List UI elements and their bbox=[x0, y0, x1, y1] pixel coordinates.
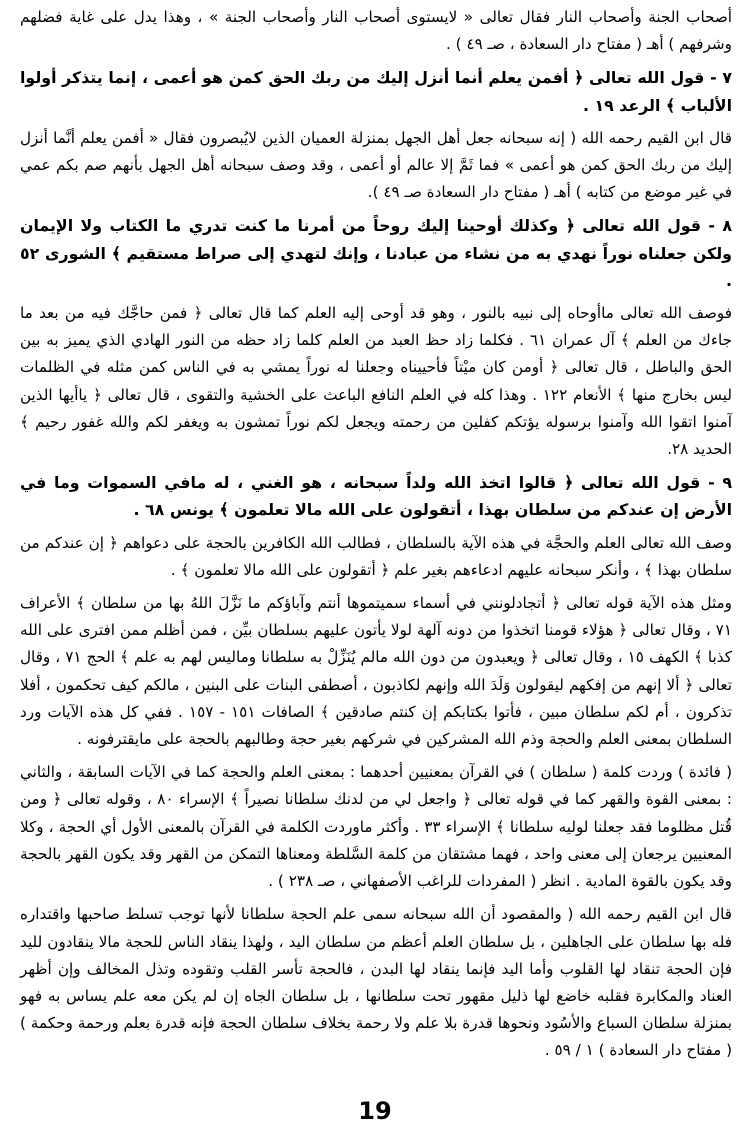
light-of-knowledge-paragraph: فوصف الله تعالى ماأوحاه إلى نبيه بالنور ، وهو قد أوحى إليه العلم كما قال تعالى ﴿ فمن حاجَّك فيه من بعد ما جاءك من العلم ﴾ آل عمران ٦١ . فكلما زاد حظ العبد من العلم كلما زاد حظه من النور الهادي الذي يميز به بين الحق والباطل ، قال تعالى ﴿ أومن كان ميْتاً فأحييناه وجعلنا له نوراً يمشي به في الناس كمن مثله في الظلمات ليس بخارج منها ﴾ الأنعام ١٢٢ . وهذا كله في العلم النافع الباعث على الخشية والتقوى ، قال تعالى ﴿ ياأيها الذين آمنوا اتقوا الله وآمنوا برسوله يؤتكم كفلين من رحمته ويجعل لكم نوراً تمشون به ويغفر لكم والله غفور رحيم ﴾ الحديد ٢٨. bbox=[20, 304, 733, 459]
ibn-qayyim-quote-authority: قال ابن القيم رحمه الله ( والمقصود أن الله سبحانه سمى علم الحجة سلطانا لأنها توجب تسلط صاحبها واقتداره فله بها سلطان على الجاهلين ، بل سلطان العلم أعظم من سلطان اليد ، ولهذا ينقاد الناس للحجة مالا ينقادون لليد فإن الحجة تنقاد لها القلوب وأما اليد فإنما ينقاد لها البدن ، فالحجة تأسر القلب وتقوده وتذل المخالف وإن أظهر العناد والمكابرة فقلبه خاضع لها ذليل مقهور تحت سلطانها ، بل سلطان الجاه إن لم يكن معه علم يساس به فهو بمنزلة سلطان السباع والأسُود ونحوها قدرة بلا علم ولا رحمة بخلاف سلطان الحجة فإنه قدرة بعلم ورحمة وحكمة ) ( مفتاح دار السعادة ) ١ / ٥٩ . bbox=[20, 905, 732, 1060]
quran-verse-heading-7: ٧ - قول الله تعالى ﴿ أفمن يعلم أنما أنزل إليك من ربك الحق كمن هو أعمى ، إنما يتذكر أولوا الألباب ﴾ الرعد ١٩ . bbox=[20, 68, 732, 115]
paragraph-continuation: أصحاب الجنة وأصحاب النار فقال تعالى « لايستوى أصحاب النار وأصحاب الجنة » ، وهذا يدل على غاية فضلهم وشرفهم ) أهـ ( مفتاح دار السعادة ، صـ ٤٩ ) . bbox=[20, 8, 732, 54]
page-number: 19 bbox=[358, 1097, 392, 1125]
ibn-qayyim-commentary-blind: قال ابن القيم رحمه الله ( إنه سبحانه جعل أهل الجهل بمنزلة العميان الذين لايُبصرون فقال « أفمن يعلم أنَّما أنزل إليك من ربك الحق كمن هو أعمى » فما ثَمَّ إلا عالم أو أعمى ، وقد وصف سبحانه أهل الجهل بأنهم صم بكم عمي في غير موضع من كتابه ) أهـ ( مفتاح دار السعادة صـ ٤٩ ). bbox=[20, 128, 732, 202]
quran-verse-heading-8: ٨ - قول الله تعالى ﴿ وكذلك أوحينا إليك روحاً من أمرنا ما كنت تدري ما الكتاب ولا الإيمان ولكن جعلناه نوراً نهدي به من نشاء من عبادنا ، وإنك لتهدي إلى صراط مستقيم ﴾ الشورى ٥٢ . bbox=[20, 216, 732, 290]
quran-verse-heading-9: ٩ - قول الله تعالى ﴿ قالوا اتخذ الله ولداً سبحانه ، هو الغني ، له مافي السموات وما في الأرض إن عندكم من سلطان بهذا ، أتقولون على الله مالا تعلمون ﴾ يونس ٦٨ . bbox=[20, 473, 732, 520]
sultan-description-paragraph: وصف الله تعالى العلم والحجَّة في هذه الآية بالسلطان ، فطالب الله الكافرين بالحجة على دعواهم ﴿ إن عندكم من سلطان بهذا ﴾ ، وأنكر سبحانه عليهم ادعاءهم بغير علم ﴿ أتقولون على الله مالا تعلمون ﴾ . bbox=[20, 533, 732, 579]
benefit-note-paragraph: ( فائدة ) وردت كلمة ( سلطان ) في القرآن بمعنيين أحدهما : بمعنى العلم والحجة كما في الآيات السابقة ، والثاني : بمعنى القوة والقهر كما في قوله تعالى ﴿ واجعل لي من لدنك سلطانا نصيراً ﴾ الإسراء ٨٠ ، وقوله تعالى ﴿ ومن قُتل مظلوما فقد جعلنا لوليه سلطانا ﴾ الإسراء ٣٣ . وأكثر ماوردت الكلمة في القرآن بالمعنى الأول أي الحجة ، وكلا المعنيين يرجعان إلى معنى واحد ، فهما مشتقان من كلمة السَّلطة ومعناها التمكن من القهر وقد يكون القهر بالحجة وقد يكون بالقوة المادية . انظر ( المفردات للراغب الأصفهاني ، صـ ٢٣٨ ) . bbox=[20, 763, 732, 891]
similar-verses-paragraph: ومثل هذه الآية قوله تعالى ﴿ أتجادلونني في أسماء سميتموها أنتم وآباؤكم ما نَزَّلَ اللهُ بها من سلطان ﴾ الأعراف ٧١ ، وقال تعالى ﴿ هؤلاء قومنا اتخذوا من دونه آلهة لولا يأتون عليهم بسلطان بيِّن ، فمن أظلم ممن افترى على الله كذبا ﴾ الكهف ١٥ ، وقال تعالى ﴿ ويعبدون من دون الله مالم يُنَزِّلْ به سلطانا وماليس لهم به علم ﴾ الحج ٧١ ، وقال تعالى ﴿ ألا إنهم من إفكهم ليقولون وَلَدَ الله وإنهم لكاذبون ، أصطفى البنات على البنين ، مالكم كيف تحكمون ، أفلا تذكرون ، أم لكم سلطان مبين ، فأتوا بكتابكم إن كنتم صادقين ﴾ الصافات ١٥١ - ١٥٧ . ففي كل هذه الآيات ورد السلطان بمعنى العلم والحجة وذم الله المشركين في شركهم بغير حجة وطالبهم بالحجة على مايقترفونه . bbox=[20, 594, 733, 749]
